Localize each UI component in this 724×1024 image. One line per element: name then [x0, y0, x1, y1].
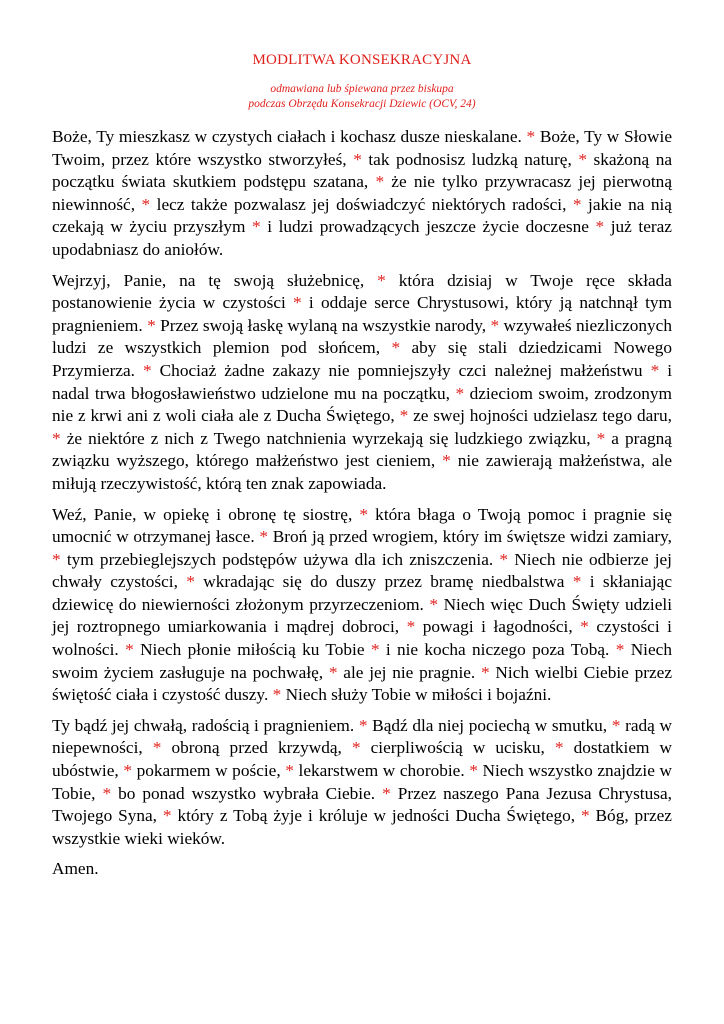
subtitle-line-1: odmawiana lub śpiewana przez biskupa — [270, 83, 454, 95]
prayer-phrase: która dzisiaj w Twoje ręce składa postanowienie życia w czystości — [52, 270, 672, 313]
prayer-phrase: Nich wielbi Ciebie przez świętość ciała i czystość duszy. — [52, 662, 672, 705]
separator-asterisk: * — [358, 715, 368, 735]
separator-asterisk: * — [399, 406, 409, 426]
separator-asterisk: * — [429, 594, 439, 614]
separator-asterisk: * — [455, 383, 465, 403]
prayer-phrase: lekarstwem w chorobie. — [298, 761, 465, 781]
separator-asterisk: * — [611, 715, 621, 735]
separator-asterisk: * — [141, 194, 151, 214]
prayer-phrase: Niech nie odbierze jej chwały czystości, — [52, 549, 672, 592]
prayer-closing: Amen. — [52, 859, 99, 879]
separator-asterisk: * — [615, 640, 625, 660]
separator-asterisk: * — [499, 549, 509, 569]
separator-asterisk: * — [391, 338, 401, 358]
prayer-phrase: jakie na nią czekają w życiu przyszłym — [52, 194, 672, 237]
separator-asterisk: * — [252, 217, 261, 237]
prayer-phrase: tak podnosisz ludzką naturę, — [368, 149, 572, 169]
prayer-phrase: i oddaje serce Chrystusowi, który ją natchnął tym pragnieniem. — [52, 293, 672, 335]
prayer-phrase: Bóg, przez wszystkie wieki wieków. — [52, 806, 672, 848]
prayer-phrase: bo ponad wszystko wybrała Ciebie. — [118, 783, 376, 803]
separator-asterisk: * — [406, 617, 416, 637]
prayer-phrase: Niech płonie miłością ku Tobie — [140, 640, 365, 660]
separator-asterisk: * — [382, 783, 391, 803]
prayer-phrase: i ludzi prowadzących jeszcze życie doczesne — [267, 217, 589, 237]
separator-asterisk: * — [272, 685, 282, 705]
prayer-phrase: Chociaż żadne zakazy nie pomniejszyły czci należnej małżeństwu — [159, 360, 643, 380]
separator-asterisk: * — [293, 293, 302, 313]
prayer-paragraph-2 — [52, 270, 672, 496]
prayer-phrase: Niech więc Duch Święty udzieli jej roztropnego umiarkowania i mądrej dobroci, — [52, 594, 672, 637]
prayer-phrase: powagi i łagodności, — [422, 617, 573, 637]
separator-asterisk: * — [147, 315, 156, 335]
prayer-phrase: Ty bądź jej chwałą, radością i pragnieniem. — [52, 715, 355, 735]
prayer-phrase: i nadal trwa błogosławieństwo udzielone mu na początku, — [52, 360, 673, 403]
separator-asterisk: * — [481, 662, 490, 682]
prayer-phrase: Boże, Ty w Słowie Twoim, przez które wszystko stworzyłeś, — [52, 127, 673, 169]
separator-asterisk: * — [469, 761, 478, 781]
prayer-paragraph-3 — [52, 504, 672, 707]
prayer-phrase: która błaga o Twoją pomoc i pragnie się umocnić w otrzymanej łasce. — [52, 504, 672, 547]
prayer-phrase: Przez naszego Pana Jezusa Chrystusa, Twojego Syna, — [52, 783, 672, 826]
separator-asterisk: * — [572, 572, 582, 592]
separator-asterisk: * — [52, 428, 61, 448]
prayer-phrase: Boże, Ty mieszkasz w czystych ciałach i kochasz dusze nieskalane. — [52, 127, 522, 146]
prayer-phrase: Niech swoim życiem zasługuje na pochwałę, — [52, 640, 672, 682]
prayer-phrase: Niech wszystko znajdzie w Tobie, — [52, 761, 672, 803]
prayer-phrase: wzywałeś niezliczonych ludzi ze wszystkich plemion pod słońcem, — [52, 315, 672, 358]
prayer-phrase: obroną przed krzywdą, — [171, 738, 342, 758]
separator-asterisk: * — [259, 527, 269, 547]
separator-asterisk: * — [123, 761, 132, 781]
prayer-phrase: Niech służy Tobie w miłości i bojaźni. — [285, 685, 552, 705]
prayer-phrase: już teraz upodabniasz do aniołów. — [52, 217, 672, 259]
prayer-phrase: nie zawierają małżeństwa, ale miłują rzeczywistość, którą ten znak zapowiada. — [52, 451, 673, 493]
prayer-paragraph-1 — [52, 126, 672, 262]
prayer-title: MODLITWA KONSEKRACYJNA — [252, 52, 472, 68]
prayer-body — [52, 126, 672, 889]
prayer-phrase: a pragną związku wyższego, którego małżeństwo jest cieniem, — [52, 428, 672, 471]
prayer-phrase: tym przebieglejszych podstępów używa dla ich zniszczenia. — [66, 549, 494, 569]
separator-asterisk: * — [162, 806, 172, 826]
separator-asterisk: * — [359, 504, 369, 524]
prayer-phrase: Broń ją przed wrogiem, który im świętsze widzi zamiary, — [272, 527, 672, 547]
prayer-phrase: dzieciom swoim, zrodzonym nie z krwi ani z woli ciała ale z Ducha Świętego, — [52, 383, 672, 426]
prayer-phrase: Weź, Panie, w opiekę i obronę tę siostrę, — [52, 504, 353, 524]
prayer-phrase: że niektóre z nich z Twego natchnienia wyrzekają się ludzkiego związku, — [66, 428, 591, 448]
separator-asterisk: * — [650, 360, 660, 380]
separator-asterisk: * — [143, 360, 152, 380]
prayer-phrase: który z Tobą żyje i króluje w jedności Ducha Świętego, — [177, 806, 576, 826]
separator-asterisk: * — [578, 149, 587, 169]
separator-asterisk: * — [370, 640, 380, 660]
separator-asterisk: * — [353, 149, 362, 169]
prayer-phrase: aby się stali dziedzicami Nowego Przymierza. — [52, 338, 673, 380]
separator-asterisk: * — [375, 172, 385, 192]
prayer-phrase: czystości i wolności. — [52, 617, 672, 660]
separator-asterisk: * — [125, 640, 134, 660]
separator-asterisk: * — [285, 761, 294, 781]
separator-asterisk: * — [572, 194, 582, 214]
prayer-phrase: cierpliwością w ucisku, — [370, 738, 545, 758]
separator-asterisk: * — [102, 783, 112, 803]
prayer-subtitle — [52, 82, 672, 112]
separator-asterisk: * — [580, 617, 589, 637]
subtitle-line-2: podczas Obrzędu Konsekracji Dziewic (OCV, 24) — [248, 98, 476, 110]
separator-asterisk: * — [442, 451, 451, 471]
separator-asterisk: * — [351, 738, 361, 758]
prayer-phrase: Przez swoją łaskę wylaną na wszystkie narody, — [160, 315, 487, 335]
separator-asterisk: * — [328, 662, 338, 682]
prayer-paragraph-4 — [52, 715, 672, 851]
prayer-phrase: Bądź dla niej pociechą w smutku, — [372, 715, 608, 735]
prayer-phrase: i skłaniając dziewicę do niewierności złożonym przyrzeczeniom. — [52, 572, 672, 614]
separator-asterisk: * — [526, 127, 536, 146]
separator-asterisk: * — [52, 549, 61, 569]
separator-asterisk: * — [186, 572, 195, 592]
prayer-phrase: wkradając się do duszy przez bramę niedbalstwa — [203, 572, 565, 592]
separator-asterisk: * — [152, 738, 162, 758]
prayer-phrase: ze swej hojności udzielasz tego daru, — [413, 406, 672, 426]
separator-asterisk: * — [596, 428, 606, 448]
separator-asterisk: * — [554, 738, 564, 758]
separator-asterisk: * — [490, 315, 500, 335]
prayer-phrase: Wejrzyj, Panie, na tę swoją służebnicę, — [52, 270, 365, 290]
prayer-phrase: skażoną na początku świata skutkiem podstępu szatana, — [52, 149, 673, 192]
prayer-phrase: i nie kocha niczego poza Tobą. — [385, 640, 610, 660]
prayer-phrase: pokarmem w poście, — [136, 761, 281, 781]
prayer-phrase: dostatkiem w ubóstwie, — [52, 738, 672, 781]
prayer-phrase: radą w niepewności, — [52, 715, 672, 758]
separator-asterisk: * — [580, 806, 590, 826]
separator-asterisk: * — [595, 217, 605, 237]
prayer-phrase: że nie tylko przywracasz jej pierwotną niewinność, — [52, 172, 672, 214]
prayer-phrase: ale jej nie pragnie. — [343, 662, 476, 682]
separator-asterisk: * — [377, 270, 386, 290]
prayer-phrase: lecz także pozwalasz jej doświadczyć niektórych radości, — [156, 194, 567, 214]
